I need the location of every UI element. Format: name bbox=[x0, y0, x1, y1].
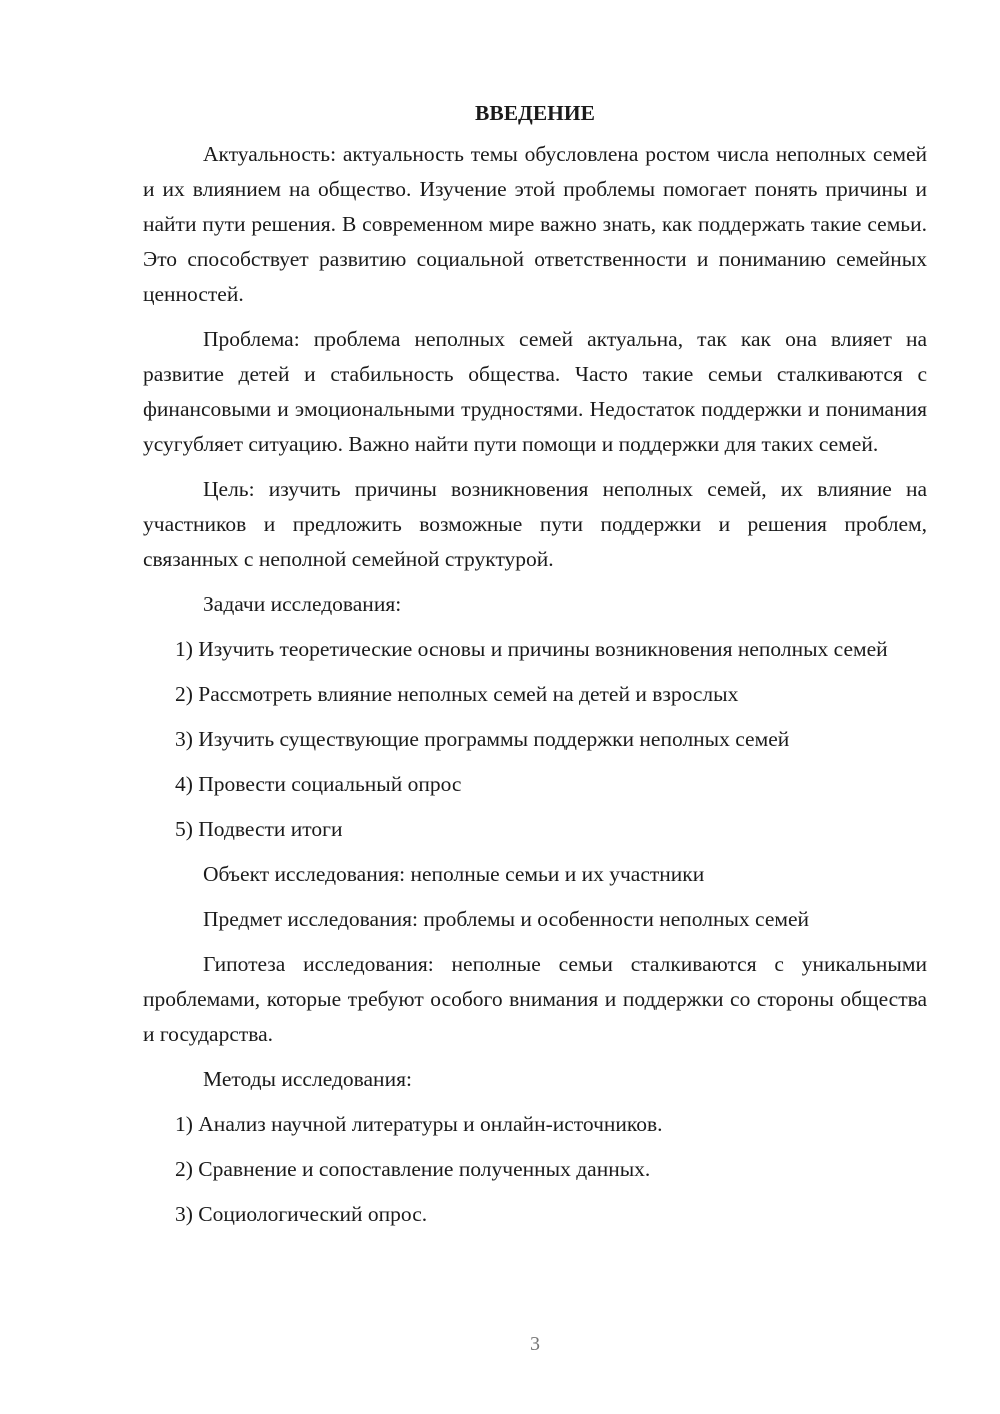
page-number: 3 bbox=[530, 1333, 540, 1355]
section-heading: ВВЕДЕНИЕ bbox=[475, 101, 595, 125]
hypothesis-paragraph: Гипотеза исследования: неполные семьи сталкиваются с уникальными проблемами, которые требуют особого внимания и поддержки со стороны общества и государства. bbox=[143, 952, 927, 1046]
method-item: 1) Анализ научной литературы и онлайн-источников. bbox=[175, 1112, 663, 1136]
problem-paragraph: Проблема: проблема неполных семей актуальна, так как она влияет на развитие детей и стабильность общества. Часто такие семьи сталкиваются с финансовыми и эмоциональными трудностями. Недостаток поддержки и понимания усугубляет ситуацию. Важно найти пути помощи и поддержки для таких семей. bbox=[143, 327, 927, 456]
method-item: 3) Социологический опрос. bbox=[175, 1202, 428, 1226]
task-item: 3) Изучить существующие программы поддержки неполных семей bbox=[175, 727, 790, 751]
relevance-paragraph: Актуальность: актуальность темы обусловлена ростом числа неполных семей и их влиянием на общество. Изучение этой проблемы помогает понять причины и найти пути решения. В современном мире важно знать, как поддержать такие семьи. Это способствует развитию социальной ответственности и пониманию семейных ценностей. bbox=[143, 142, 927, 306]
task-item: 1) Изучить теоретические основы и причины возникновения неполных семей bbox=[175, 637, 888, 661]
task-item: 4) Провести социальный опрос bbox=[175, 772, 462, 796]
task-item: 2) Рассмотреть влияние неполных семей на детей и взрослых bbox=[175, 682, 739, 706]
tasks-heading: Задачи исследования: bbox=[203, 592, 402, 616]
page-content bbox=[143, 96, 927, 1242]
research-object: Объект исследования: неполные семьи и их участники bbox=[203, 862, 705, 886]
research-subject: Предмет исследования: проблемы и особенности неполных семей bbox=[203, 907, 810, 931]
goal-paragraph: Цель: изучить причины возникновения неполных семей, их влияние на участников и предложить возможные пути поддержки и решения проблем, связанных с неполной семейной структурой. bbox=[143, 477, 927, 571]
methods-heading: Методы исследования: bbox=[203, 1067, 412, 1091]
task-item: 5) Подвести итоги bbox=[175, 817, 343, 841]
method-item: 2) Сравнение и сопоставление полученных данных. bbox=[175, 1157, 651, 1181]
